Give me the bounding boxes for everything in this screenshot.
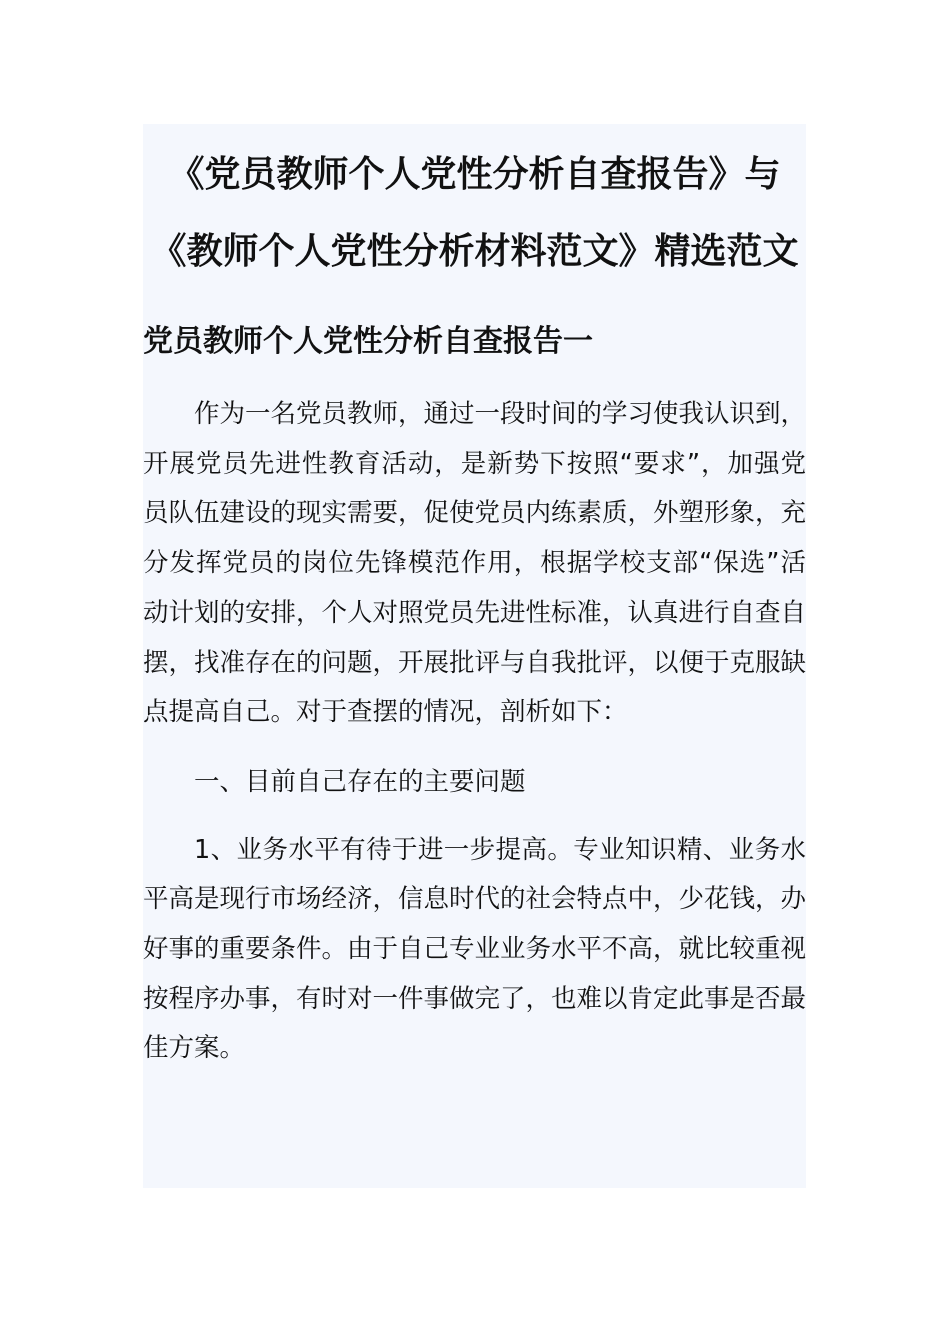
document-content [143, 124, 806, 1188]
body-paragraph: 1、业务水平有待于进一步提高。专业知识精、业务水平高是现行市场经济，信息时代的社会特点中，少花钱，办好事的重要条件。由于自己专业业务水平不高，就比较重视按程序办事，有时对一件事做完了，也难以肯定此事是否最佳方案。 [143, 834, 807, 1064]
body-paragraph: 作为一名党员教师，通过一段时间的学习使我认识到，开展党员先进性教育活动，是新势下按照“要求”，加强党员队伍建设的现实需要，促使党员内练素质，外塑形象，充分发挥党员的岗位先锋模范作用，根据学校支部“保选”活动计划的安排，个人对照党员先进性标准，认真进行自查自摆，找准存在的问题，开展批评与自我批评，以便于克服缺点提高自己。对于查摆的情况，剖析如下： [143, 399, 807, 728]
section-heading: 党员教师个人党性分析自查报告一 [143, 324, 593, 359]
subsection-heading: 一、目前自己存在的主要问题 [194, 766, 526, 797]
document-title: 《党员教师个人党性分析自查报告》与《教师个人党性分析材料范文》精选范文 [150, 154, 799, 272]
